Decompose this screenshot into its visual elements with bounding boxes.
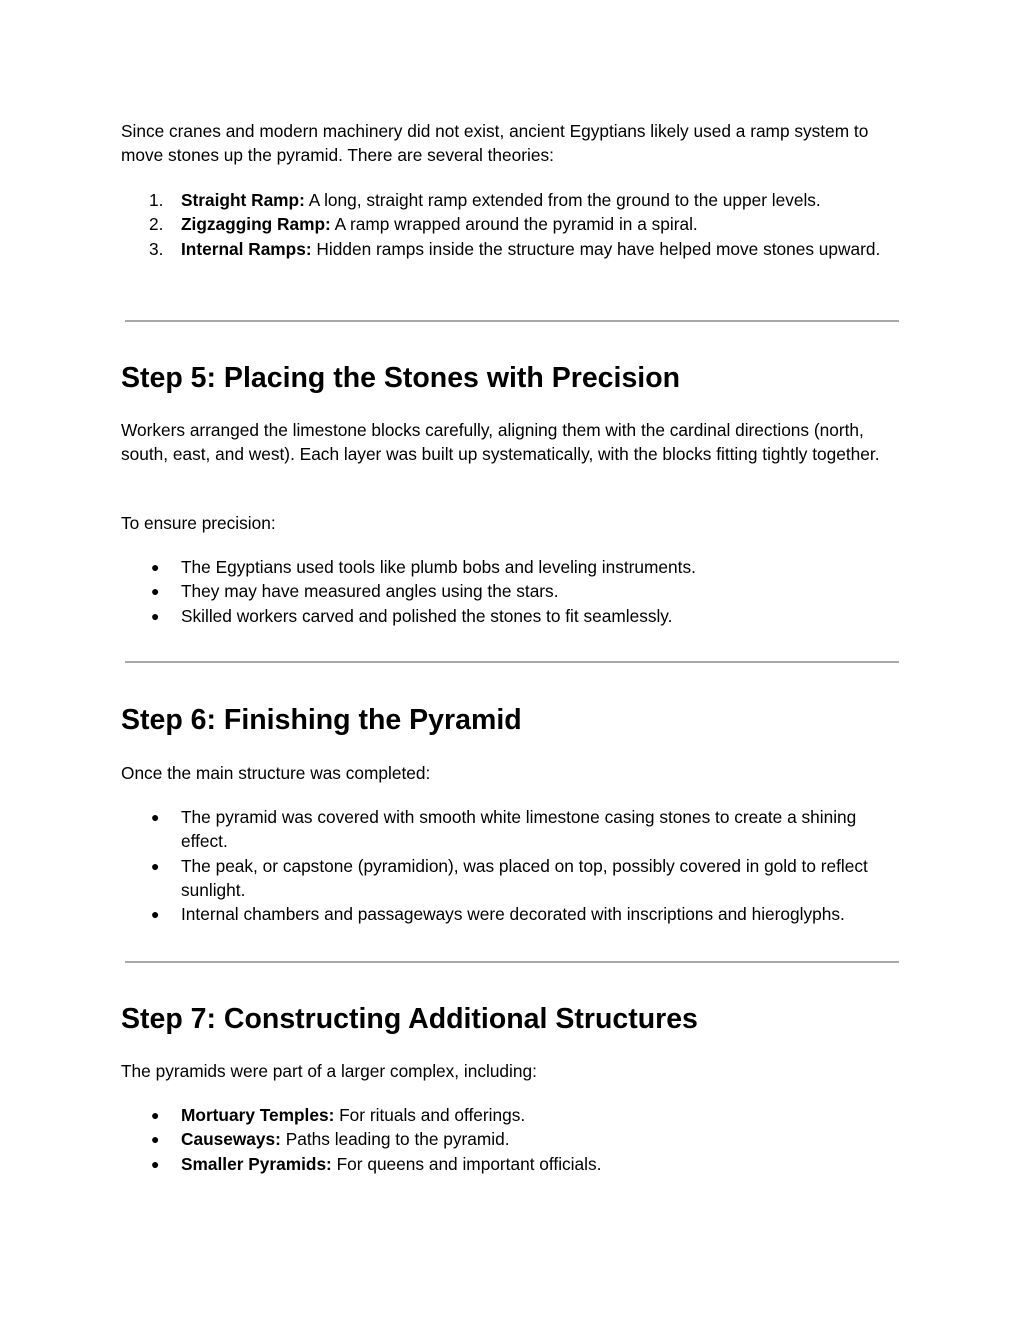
list-item-text: For queens and important officials. bbox=[331, 1153, 602, 1174]
list-item-text: The Egyptians used tools like plumb bobs and leveling instruments. bbox=[181, 557, 696, 577]
list-item-text: They may have measured angles using the stars. bbox=[181, 581, 559, 602]
bullet-icon: ● bbox=[151, 1155, 160, 1172]
step5-section bbox=[121, 361, 901, 395]
step5-bullet-list bbox=[121, 555, 901, 628]
step6-lead: Once the main structure was completed: bbox=[121, 763, 431, 783]
list-item-text: A ramp wrapped around the pyramid in a spiral. bbox=[330, 214, 698, 235]
horizontal-divider bbox=[125, 661, 899, 663]
list-item-text: Hidden ramps inside the structure may have helped move stones upward. bbox=[311, 238, 881, 259]
list-number: 1. bbox=[149, 190, 164, 210]
horizontal-divider bbox=[125, 961, 899, 963]
list-item bbox=[121, 188, 901, 212]
list-item bbox=[121, 212, 901, 236]
list-item bbox=[121, 579, 901, 603]
step5-list-wrapper bbox=[121, 555, 901, 628]
list-item-term: Causeways: bbox=[181, 1129, 281, 1150]
intro-section bbox=[121, 119, 901, 168]
intro-paragraph: Since cranes and modern machinery did not exist, ancient Egyptians likely used a ramp system to move stones up the pyramid. There are several theories: bbox=[121, 121, 869, 166]
step7-lead: The pyramids were part of a larger complex, including: bbox=[121, 1061, 537, 1081]
step7-heading: Step 7: Constructing Additional Structures bbox=[121, 1003, 698, 1035]
step7-section bbox=[121, 1002, 901, 1036]
list-number: 2. bbox=[149, 214, 164, 235]
list-item bbox=[121, 1127, 901, 1151]
list-item bbox=[121, 805, 901, 854]
bullet-icon: ● bbox=[151, 906, 160, 923]
list-item bbox=[121, 237, 901, 261]
step5-paragraph: Workers arranged the limestone blocks carefully, aligning them with the cardinal directions (north, south, east, and west). Each layer was built up systematically, with the blocks fitting tightly together. bbox=[121, 420, 880, 465]
step7-list-wrapper bbox=[121, 1103, 901, 1176]
list-item-text: For rituals and offerings. bbox=[334, 1105, 526, 1125]
list-number: 3. bbox=[149, 238, 164, 259]
step5-paragraph-wrapper bbox=[121, 418, 901, 467]
bullet-icon: ● bbox=[151, 1131, 160, 1148]
ramp-theories-list-wrapper bbox=[121, 188, 901, 261]
list-item-text: The pyramid was covered with smooth white limestone casing stones to create a shining effect. bbox=[181, 807, 857, 852]
step6-heading: Step 6: Finishing the Pyramid bbox=[121, 704, 522, 736]
list-item-text: A long, straight ramp extended from the ground to the upper levels. bbox=[304, 190, 821, 210]
list-item bbox=[121, 854, 901, 903]
bullet-icon: ● bbox=[151, 559, 160, 575]
list-item bbox=[121, 902, 901, 926]
step6-lead-wrapper bbox=[121, 761, 901, 785]
list-item-text: Internal chambers and passageways were decorated with inscriptions and hieroglyphs. bbox=[181, 904, 845, 925]
list-item bbox=[121, 555, 901, 579]
step7-lead-wrapper bbox=[121, 1059, 901, 1083]
bullet-icon: ● bbox=[151, 1107, 160, 1123]
list-item bbox=[121, 1152, 901, 1176]
horizontal-divider bbox=[125, 320, 899, 322]
list-item-text: Paths leading to the pyramid. bbox=[280, 1129, 510, 1150]
list-item-text: The peak, or capstone (pyramidion), was placed on top, possibly covered in gold to reflect sunlight. bbox=[181, 855, 868, 900]
list-item bbox=[121, 1103, 901, 1127]
list-item-term: Zigzagging Ramp: bbox=[181, 214, 331, 235]
step6-section bbox=[121, 703, 901, 737]
step5-lead-wrapper bbox=[121, 511, 901, 535]
step6-bullet-list bbox=[121, 805, 901, 926]
list-item bbox=[121, 604, 901, 628]
list-item-term: Internal Ramps: bbox=[181, 238, 312, 259]
bullet-icon: ● bbox=[151, 809, 160, 825]
step7-bullet-list bbox=[121, 1103, 901, 1176]
list-item-term: Mortuary Temples: bbox=[181, 1105, 335, 1125]
step6-list-wrapper bbox=[121, 805, 901, 926]
step5-heading: Step 5: Placing the Stones with Precision bbox=[121, 362, 681, 394]
bullet-icon: ● bbox=[151, 607, 160, 624]
list-item-term: Straight Ramp: bbox=[181, 190, 305, 210]
bullet-icon: ● bbox=[151, 857, 160, 874]
list-item-text: Skilled workers carved and polished the stones to fit seamlessly. bbox=[181, 605, 673, 626]
list-item-term: Smaller Pyramids: bbox=[181, 1153, 332, 1174]
step5-lead: To ensure precision: bbox=[121, 513, 276, 533]
ramp-theories-list bbox=[121, 188, 901, 261]
bullet-icon: ● bbox=[151, 583, 160, 600]
document-page bbox=[121, 0, 901, 1325]
